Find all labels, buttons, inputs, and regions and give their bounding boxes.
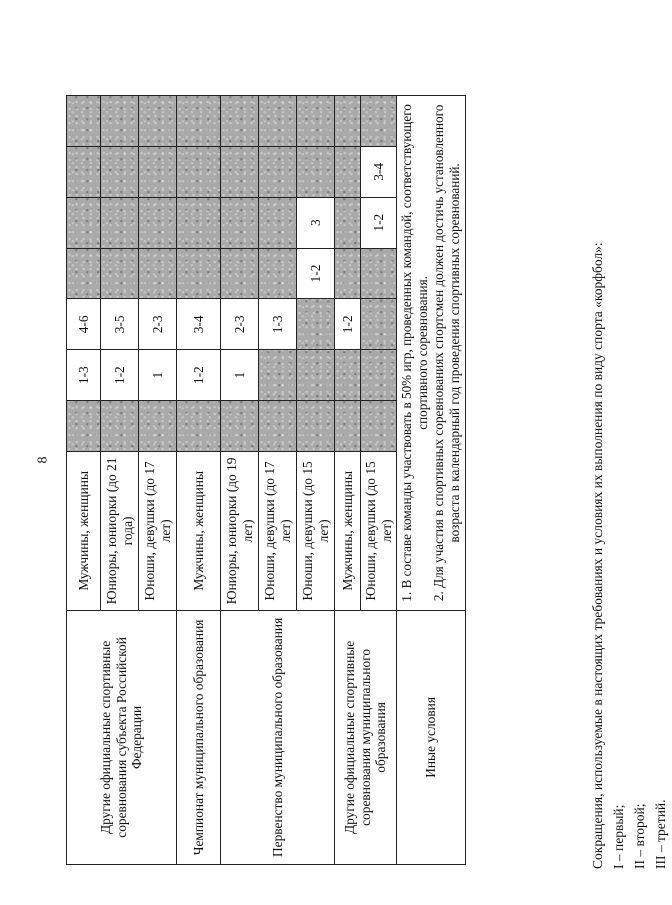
place-cell: 3-4 <box>361 146 397 197</box>
place-cell: 1-3 <box>67 350 101 401</box>
other-conditions-notes <box>397 96 466 611</box>
place-cell <box>67 197 101 248</box>
place-cell: 3 <box>297 197 335 248</box>
place-cell <box>361 96 397 147</box>
competition-name: Чемпионат муниципального образования <box>177 610 221 864</box>
place-cell <box>177 401 221 452</box>
place-cell <box>361 299 397 350</box>
place-cell <box>297 96 335 147</box>
place-cell <box>259 146 297 197</box>
place-cell: 1-2 <box>335 299 361 350</box>
place-cell: 1-3 <box>259 299 297 350</box>
place-cell <box>335 248 361 299</box>
place-cell: 1-2 <box>297 248 335 299</box>
competition-name: Другие официальные спортивные соревнования субъекта Российской Федерации <box>67 610 177 864</box>
competition-name: Другие официальные спортивные соревнования муниципального образования <box>335 610 397 864</box>
place-cell <box>139 401 177 452</box>
place-cell <box>297 401 335 452</box>
table-row <box>221 96 259 865</box>
age-group: Юноши, девушки (до 15 лет) <box>297 451 335 610</box>
place-cell <box>297 146 335 197</box>
place-cell <box>221 197 259 248</box>
place-cell <box>177 197 221 248</box>
abbreviations-title: Сокращения, используемые в настоящих требованиях и условиях их выполнения по виду спорта «корфбол»: <box>590 242 605 869</box>
place-cell <box>139 96 177 147</box>
age-group: Мужчины, женщины <box>335 451 361 610</box>
place-cell <box>259 197 297 248</box>
age-group: Юниоры, юниорки (до 21 года) <box>101 451 139 610</box>
abbreviation-2: II – второй; <box>631 803 647 869</box>
place-cell <box>335 96 361 147</box>
table-body <box>67 96 466 865</box>
place-cell <box>139 197 177 248</box>
age-group: Мужчины, женщины <box>177 451 221 610</box>
place-cell: 1-2 <box>361 197 397 248</box>
place-cell: 2-3 <box>139 299 177 350</box>
place-cell <box>67 401 101 452</box>
age-group: Юноши, девушки (до 17 лет) <box>259 451 297 610</box>
table-row <box>67 96 101 865</box>
place-cell <box>335 197 361 248</box>
place-cell <box>67 248 101 299</box>
place-cell <box>259 350 297 401</box>
page-number: 8 <box>35 456 51 464</box>
place-cell <box>101 248 139 299</box>
place-cell <box>177 248 221 299</box>
other-conditions-label: Иные условия <box>397 610 466 864</box>
place-cell <box>297 299 335 350</box>
place-cell <box>101 401 139 452</box>
age-group: Юноши, девушки (до 17 лет) <box>139 451 177 610</box>
place-cell <box>361 401 397 452</box>
place-cell <box>335 401 361 452</box>
place-cell: 2-3 <box>221 299 259 350</box>
age-group: Юноши, девушки (до 15 лет) <box>361 451 397 610</box>
place-cell <box>177 96 221 147</box>
table-row <box>335 96 361 865</box>
note-2: 2. Для участия в спортивных соревнованиях спортсмен должен достичь установленного возраста в календарный год проведения спортивных соревнований. <box>431 104 463 602</box>
place-cell <box>259 401 297 452</box>
place-cell <box>221 96 259 147</box>
place-cell: 3-4 <box>177 299 221 350</box>
place-cell <box>221 401 259 452</box>
place-cell <box>221 146 259 197</box>
table-row <box>177 96 221 865</box>
note-1: 1. В составе команды участвовать в 50% игр, проведенных командой, соответствующего спортивного соревнования. <box>399 104 431 602</box>
abbreviation-1: I – первый; <box>610 804 626 869</box>
place-cell: 1-2 <box>101 350 139 401</box>
place-cell <box>221 248 259 299</box>
place-cell <box>139 248 177 299</box>
place-cell: 4-6 <box>67 299 101 350</box>
place-cell <box>297 350 335 401</box>
abbreviation-3: III – третий. <box>652 799 668 869</box>
abbreviations-footer <box>588 29 672 869</box>
place-cell <box>101 96 139 147</box>
place-cell <box>335 350 361 401</box>
place-cell <box>67 146 101 197</box>
place-cell <box>335 146 361 197</box>
place-cell: 3-5 <box>101 299 139 350</box>
place-cell: 1-2 <box>177 350 221 401</box>
place-cell <box>177 146 221 197</box>
age-group: Юниоры, юниорки (до 19 лет) <box>221 451 259 610</box>
place-cell <box>67 96 101 147</box>
other-conditions-row <box>397 96 466 865</box>
place-cell <box>259 248 297 299</box>
place-cell: 1 <box>139 350 177 401</box>
place-cell <box>361 248 397 299</box>
requirements-table <box>66 95 466 865</box>
place-cell <box>139 146 177 197</box>
age-group: Мужчины, женщины <box>67 451 101 610</box>
competition-name: Первенство муниципального образования <box>221 610 335 864</box>
place-cell <box>101 146 139 197</box>
place-cell <box>259 96 297 147</box>
place-cell <box>101 197 139 248</box>
place-cell: 1 <box>221 350 259 401</box>
place-cell <box>361 350 397 401</box>
